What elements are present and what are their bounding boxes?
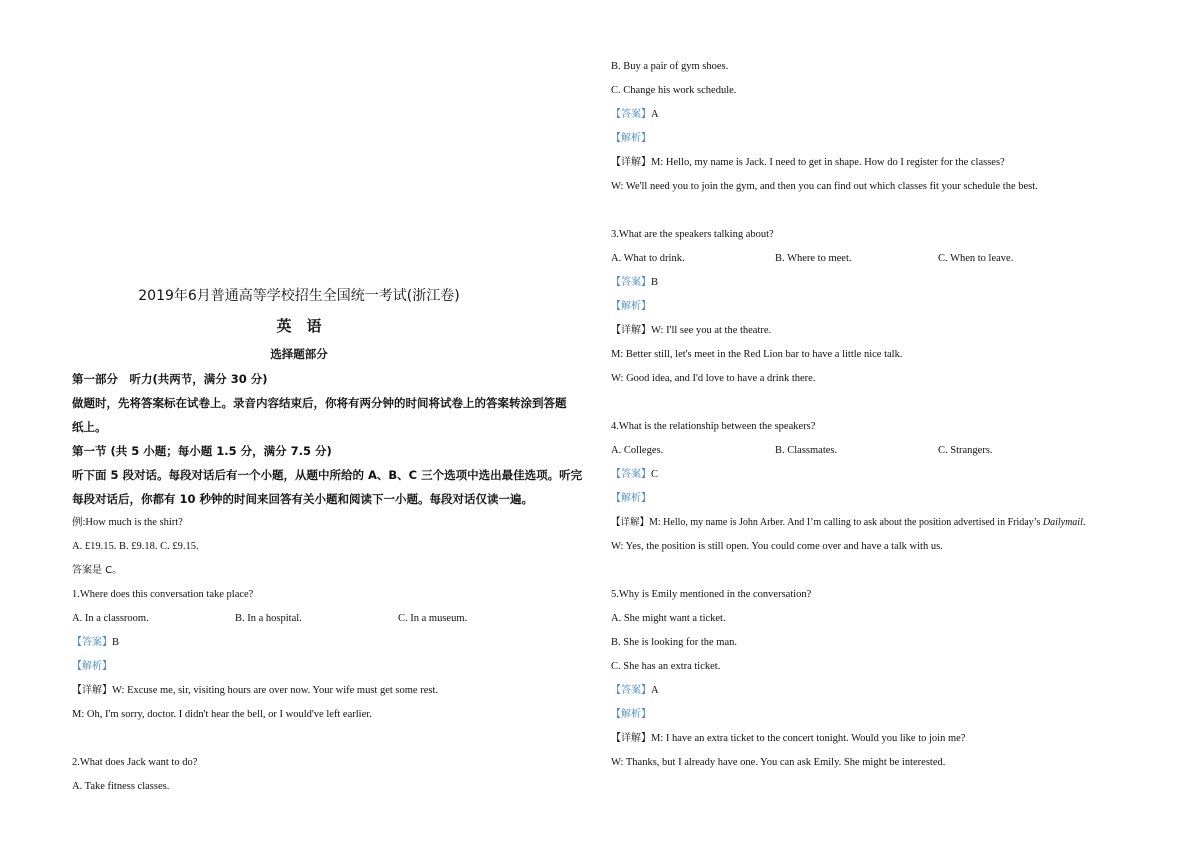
q5-option-a: A. She might want a ticket.: [611, 613, 726, 624]
q3-option-a: A. What to drink.: [611, 253, 685, 264]
q3-detail: 【详解】W: I'll see you at the theatre.: [611, 325, 772, 336]
q5-answer: 【答案】A: [611, 685, 659, 696]
q1-option-c: C. In a museum.: [398, 613, 468, 624]
subject-title: 英 语: [276, 317, 322, 335]
q4-option-a: A. Colleges.: [611, 445, 664, 456]
instruction-line: 纸上。: [72, 420, 107, 434]
q4-option-c: C. Strangers.: [938, 445, 993, 456]
section1-heading: 第一节 (共 5 小题；每小题 1.5 分，满分 7.5 分): [72, 444, 332, 458]
q2-option-a: A. Take fitness classes.: [72, 781, 170, 792]
q3-analysis-label: 【解析】: [611, 301, 651, 312]
q1-answer: 【答案】B: [72, 637, 120, 648]
q3-detail-line: M: Better still, let's meet in the Red Lion bar to have a little nice talk.: [611, 349, 903, 360]
q3-option-c: C. When to leave.: [938, 253, 1014, 264]
instruction-line: 做题时，先将答案标在试卷上。录音内容结束后，你将有两分钟的时间将试卷上的答案转涂到答题: [72, 396, 567, 410]
q5-detail: 【详解】M: I have an extra ticket to the concert tonight. Would you like to join me?: [611, 733, 966, 744]
q3-detail-line: W: Good idea, and I'd love to have a drink there.: [611, 373, 816, 384]
example-question: 例:How much is the shirt?: [72, 517, 183, 528]
q4-question: 4.What is the relationship between the speakers?: [611, 421, 816, 432]
q5-question: 5.Why is Emily mentioned in the conversation?: [611, 589, 812, 600]
q5-option-c: C. She has an extra ticket.: [611, 661, 721, 672]
q2-detail-line: W: We'll need you to join the gym, and then you can find out which classes fit your schedule the best.: [611, 181, 1038, 192]
instruction-line: 每段对话后，你都有 10 秒钟的时间来回答有关小题和阅读下一小题。每段对话仅读一遍。: [72, 492, 534, 506]
q1-analysis-label: 【解析】: [72, 661, 112, 672]
q4-answer: 【答案】C: [611, 469, 659, 480]
q4-detail: 【详解】M: Hello, my name is John Arber. And I’m calling to ask about the position advertised in Friday’s Dailymail.: [611, 517, 1086, 528]
q2-option-c: C. Change his work schedule.: [611, 85, 737, 96]
q5-analysis-label: 【解析】: [611, 709, 651, 720]
q1-question: 1.Where does this conversation take place?: [72, 589, 254, 600]
q1-detail-line: M: Oh, I'm sorry, doctor. I didn't hear the bell, or I would've left earlier.: [72, 709, 372, 720]
instruction-line: 听下面 5 段对话。每段对话后有一个小题，从题中所给的 A、B、C 三个选项中选出最佳选项。听完: [72, 468, 583, 482]
section-title: 选择题部分: [270, 347, 328, 361]
q1-option-b: B. In a hospital.: [235, 613, 302, 624]
q3-answer: 【答案】B: [611, 277, 659, 288]
q2-question: 2.What does Jack want to do?: [72, 757, 198, 768]
example-answer: 答案是 C。: [72, 565, 123, 576]
q1-option-a: A. In a classroom.: [72, 613, 149, 624]
q2-option-b: B. Buy a pair of gym shoes.: [611, 61, 729, 72]
q5-option-b: B. She is looking for the man.: [611, 637, 737, 648]
example-options: A. £19.15. B. £9.18. C. £9.15.: [72, 541, 199, 552]
q4-analysis-label: 【解析】: [611, 493, 651, 504]
exam-title: 2019年6月普通高等学校招生全国统一考试(浙江卷): [138, 288, 460, 304]
q1-detail: 【详解】W: Excuse me, sir, visiting hours are over now. Your wife must get some rest.: [72, 685, 438, 696]
q3-option-b: B. Where to meet.: [775, 253, 852, 264]
q2-answer: 【答案】A: [611, 109, 659, 120]
part1-heading: 第一部分 听力(共两节，满分 30 分): [72, 372, 268, 386]
q3-question: 3.What are the speakers talking about?: [611, 229, 774, 240]
q5-detail-line: W: Thanks, but I already have one. You can ask Emily. She might be interested.: [611, 757, 946, 768]
q2-detail: 【详解】M: Hello, my name is Jack. I need to get in shape. How do I register for the classes?: [611, 157, 1005, 168]
q2-analysis-label: 【解析】: [611, 133, 651, 144]
q4-detail-line: W: Yes, the position is still open. You could come over and have a talk with us.: [611, 541, 943, 552]
q4-option-b: B. Classmates.: [775, 445, 838, 456]
